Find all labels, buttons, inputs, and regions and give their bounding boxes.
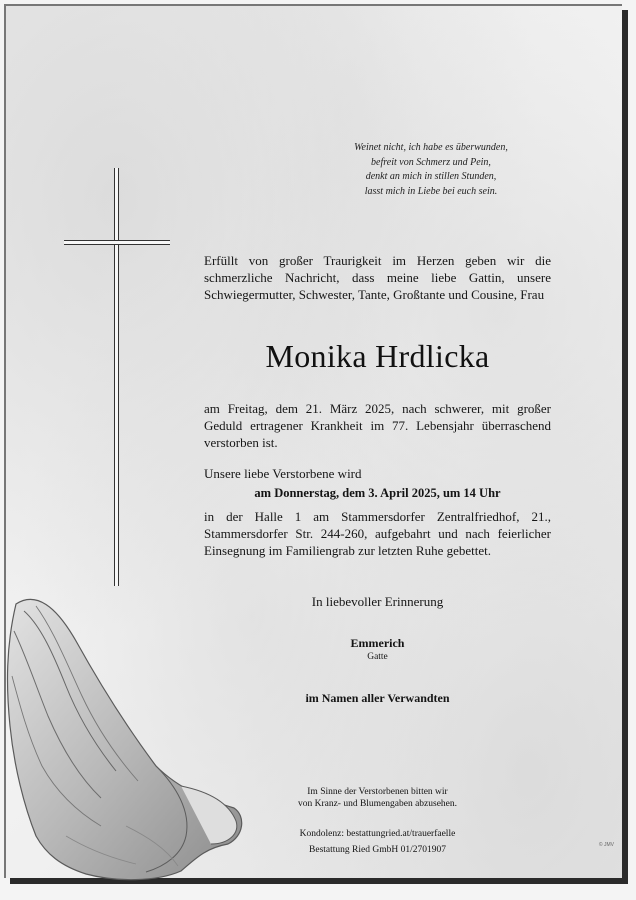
remembrance-line: In liebevoller Erinnerung xyxy=(311,594,444,609)
poem-line: denkt an mich in stillen Stunden, xyxy=(365,171,497,182)
signer-name: Emmerich xyxy=(350,636,405,650)
poem-line: Weinet nicht, ich habe es überwunden, xyxy=(354,142,508,153)
obituary-card xyxy=(4,4,622,878)
note-line: Im Sinne der Verstorbenen bitten wir xyxy=(307,787,448,797)
condolence-link: Kondolenz: bestattungried.at/trauerfaelle xyxy=(299,829,456,839)
note-line: von Kranz- und Blumengaben abzusehen. xyxy=(297,799,458,809)
deceased-name: Monika Hrdlicka xyxy=(265,338,490,374)
death-paragraph: am Freitag, dem 21. März 2025, nach schwerer, mit großer Geduld ertragener Krankheit im 77. Lebensjahr überraschend verstorben ist. xyxy=(204,401,551,450)
flowers-note xyxy=(204,786,551,810)
praying-hands-icon xyxy=(6,586,251,886)
credit-mark: © JMV xyxy=(598,842,614,848)
contact-block xyxy=(204,826,551,858)
signer-role: Gatte xyxy=(367,652,388,662)
undertaker-line: Bestattung Ried GmbH 01/2701907 xyxy=(309,845,446,855)
intro-paragraph: Erfüllt von großer Traurigkeit im Herzen geben wir die schmerzliche Nachricht, dass meine liebe Gattin, unsere Schwiegermutter, Schwester, Tante, Großtante und Cousine, Frau xyxy=(204,253,551,302)
funeral-intro: Unsere liebe Verstorbene wird xyxy=(204,466,362,481)
poem xyxy=(306,141,556,199)
poem-line: befreit von Schmerz und Pein, xyxy=(371,156,491,168)
poem-line: lasst mich in Liebe bei euch sein. xyxy=(364,185,498,197)
funeral-paragraph: in der Halle 1 am Stammersdorfer Zentralfriedhof, 21., Stammersdorfer Str. 244-260, aufgebahrt und nach feierlicher Einsegnung im Familiengrab zur letzten Ruhe gebettet. xyxy=(204,509,551,558)
relatives-line: im Namen aller Verwandten xyxy=(305,691,450,705)
funeral-date: am Donnerstag, dem 3. April 2025, um 14 Uhr xyxy=(254,486,501,500)
